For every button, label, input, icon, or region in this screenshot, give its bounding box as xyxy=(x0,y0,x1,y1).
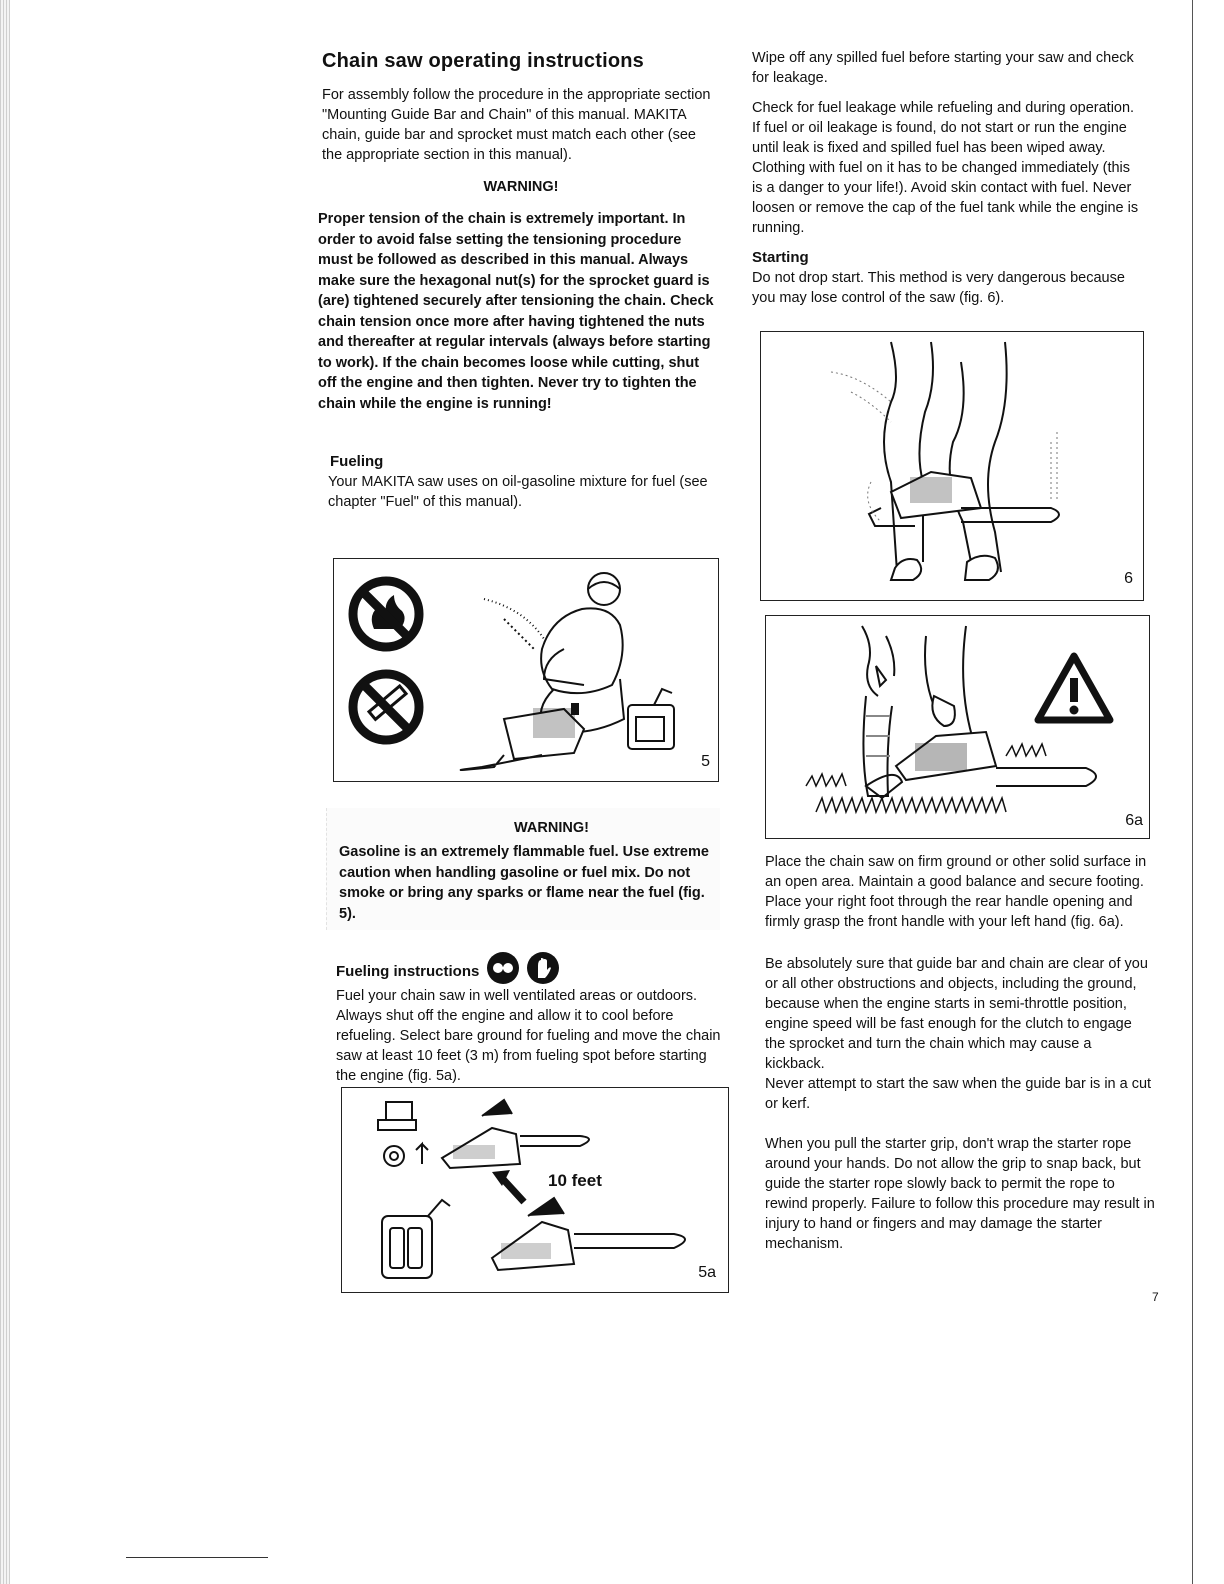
warning-shaded-box xyxy=(326,808,720,930)
chain-tension-warning: Proper tension of the chain is extremely important. In order to avoid false setting the tensioning procedure must be followed as described in this manual. Always make sure the hexagonal nut(s) for the sprocket guard is (are) tightened securely after tensioning the chain. Check chain tension once more after having tightened the nuts and thereafter at regular intervals (always before starting to work). If the chain becomes loose while cutting, shut off the engine and then tighten. Never try to tighten the chain while the engine is running! xyxy=(318,211,714,412)
fuel-mix-icon xyxy=(378,1102,428,1166)
fueling-instructions-heading: Fueling instructions xyxy=(336,963,480,980)
chainsaw-drawing xyxy=(866,732,1096,798)
hazard-triangle-icon xyxy=(1038,656,1110,720)
placement-paragraph: Place the chain saw on firm ground or other solid surface in an open area. Maintain a good balance and secure footing. Place your right foot through the rear handle opening and firmly grasp the front handle with your left hand (fig. 6a). xyxy=(765,854,1147,930)
figure-number: 5a xyxy=(698,1264,716,1281)
gloves-icon xyxy=(527,952,559,984)
no-open-flame-icon xyxy=(353,581,419,647)
figure-5a xyxy=(341,1087,729,1293)
wipe-fuel-paragraph: Wipe off any spilled fuel before starting your saw and check for leakage. xyxy=(752,50,1134,86)
starter-grip-paragraph: When you pull the starter grip, don't wrap the starter rope around your hands. Do not allow the grip to snap back, but guide the starter rope slowly back to permit the rope to rewind properly. Failure to follow this procedure may result in injury to hand or fingers and may damage the starter mechanism. xyxy=(765,1136,1155,1252)
fueling-heading: Fueling xyxy=(330,453,384,470)
distance-label: 10 feet xyxy=(548,1171,602,1190)
page-number: 7 xyxy=(1152,1290,1159,1304)
starting-paragraph: Do not drop start. This method is very dangerous because you may lose control of the saw (fig. 6). xyxy=(752,270,1125,306)
fueling-paragraph: Your MAKITA saw uses on oil-gasoline mixture for fuel (see chapter "Fuel" of this manual). xyxy=(328,474,708,510)
fuel-can-icon xyxy=(382,1200,450,1278)
chainsaw-drawing xyxy=(869,472,1059,526)
fuel-can-drawing xyxy=(628,689,674,749)
drop-start-illustration xyxy=(761,332,1143,600)
ground-start-illustration xyxy=(766,616,1149,838)
warning-heading: WARNING! xyxy=(514,820,589,836)
right-column-lower xyxy=(765,852,1155,1254)
figure-5 xyxy=(333,558,719,782)
fueling-instructions-header xyxy=(336,952,726,984)
refueling-illustration xyxy=(334,559,718,781)
page-border-line xyxy=(1192,0,1193,1584)
scan-edge xyxy=(0,0,10,1584)
footnote-rule xyxy=(126,1557,268,1558)
right-column xyxy=(752,48,1144,308)
gasoline-warning xyxy=(330,808,720,930)
no-smoking-icon xyxy=(353,674,419,740)
section-title: Chain saw operating instructions xyxy=(322,50,644,72)
warning-heading: WARNING! xyxy=(483,179,559,195)
clearance-paragraph: Be absolutely sure that guide bar and chain are clear of you or all other obstructions and objects, including the ground, because when the engine starts in semi-throttle position, engine speed will be fast enough for the clutch to engage the sprocket and turn the chain which may cause a kickback. xyxy=(765,956,1148,1072)
figure-number: 5 xyxy=(701,753,710,770)
kerf-paragraph: Never attempt to start the saw when the guide bar is in a cut or kerf. xyxy=(765,1076,1152,1112)
eye-protection-icon xyxy=(487,952,519,984)
fuel-leakage-paragraph: Check for fuel leakage while refueling and during operation. If fuel or oil leakage is found, do not start or run the engine until leak is fixed and spilled fuel has been wiped away. Clothing with fuel on it has to be changed immediately (this is a danger to your life!). Avoid skin contact with fuel. Never loosen or remove the cap of the fuel tank while the engine is running. xyxy=(752,100,1139,236)
chainsaw-moved-away-drawing xyxy=(492,1198,685,1270)
figure-number: 6 xyxy=(1124,570,1133,587)
fueling-instructions-text: Fuel your chain saw in well ventilated areas or outdoors. Always shut off the engine and allow it to cool before refueling. Select bare ground for fueling and move the chain saw at least 10 feet (3 m) from fueling spot before starting the engine (fig. 5a). xyxy=(336,988,721,1084)
gasoline-warning-text: Gasoline is an extremely flammable fuel. Use extreme caution when handling gasoline or fuel mix. Do not smoke or bring any sparks or flame near the fuel (fig. 5). xyxy=(339,844,709,922)
figure-6a xyxy=(765,615,1150,839)
figure-6 xyxy=(760,331,1144,601)
direction-arrow-icon xyxy=(492,1170,524,1202)
chainsaw-drawing xyxy=(461,704,584,770)
intro-paragraph: For assembly follow the procedure in the appropriate section "Mounting Guide Bar and Chain" of this manual. MAKITA chain, guide bar and sprocket must match each other (see the appropriate section in this manual). xyxy=(322,87,711,163)
left-column xyxy=(318,48,720,512)
fueling-instructions xyxy=(336,938,726,1086)
person-legs-drawing xyxy=(884,342,1007,580)
figure-number: 6a xyxy=(1125,812,1143,829)
chainsaw-at-fuel-spot-drawing xyxy=(442,1100,589,1168)
starting-heading: Starting xyxy=(752,249,809,266)
fueling-distance-illustration xyxy=(342,1088,728,1292)
